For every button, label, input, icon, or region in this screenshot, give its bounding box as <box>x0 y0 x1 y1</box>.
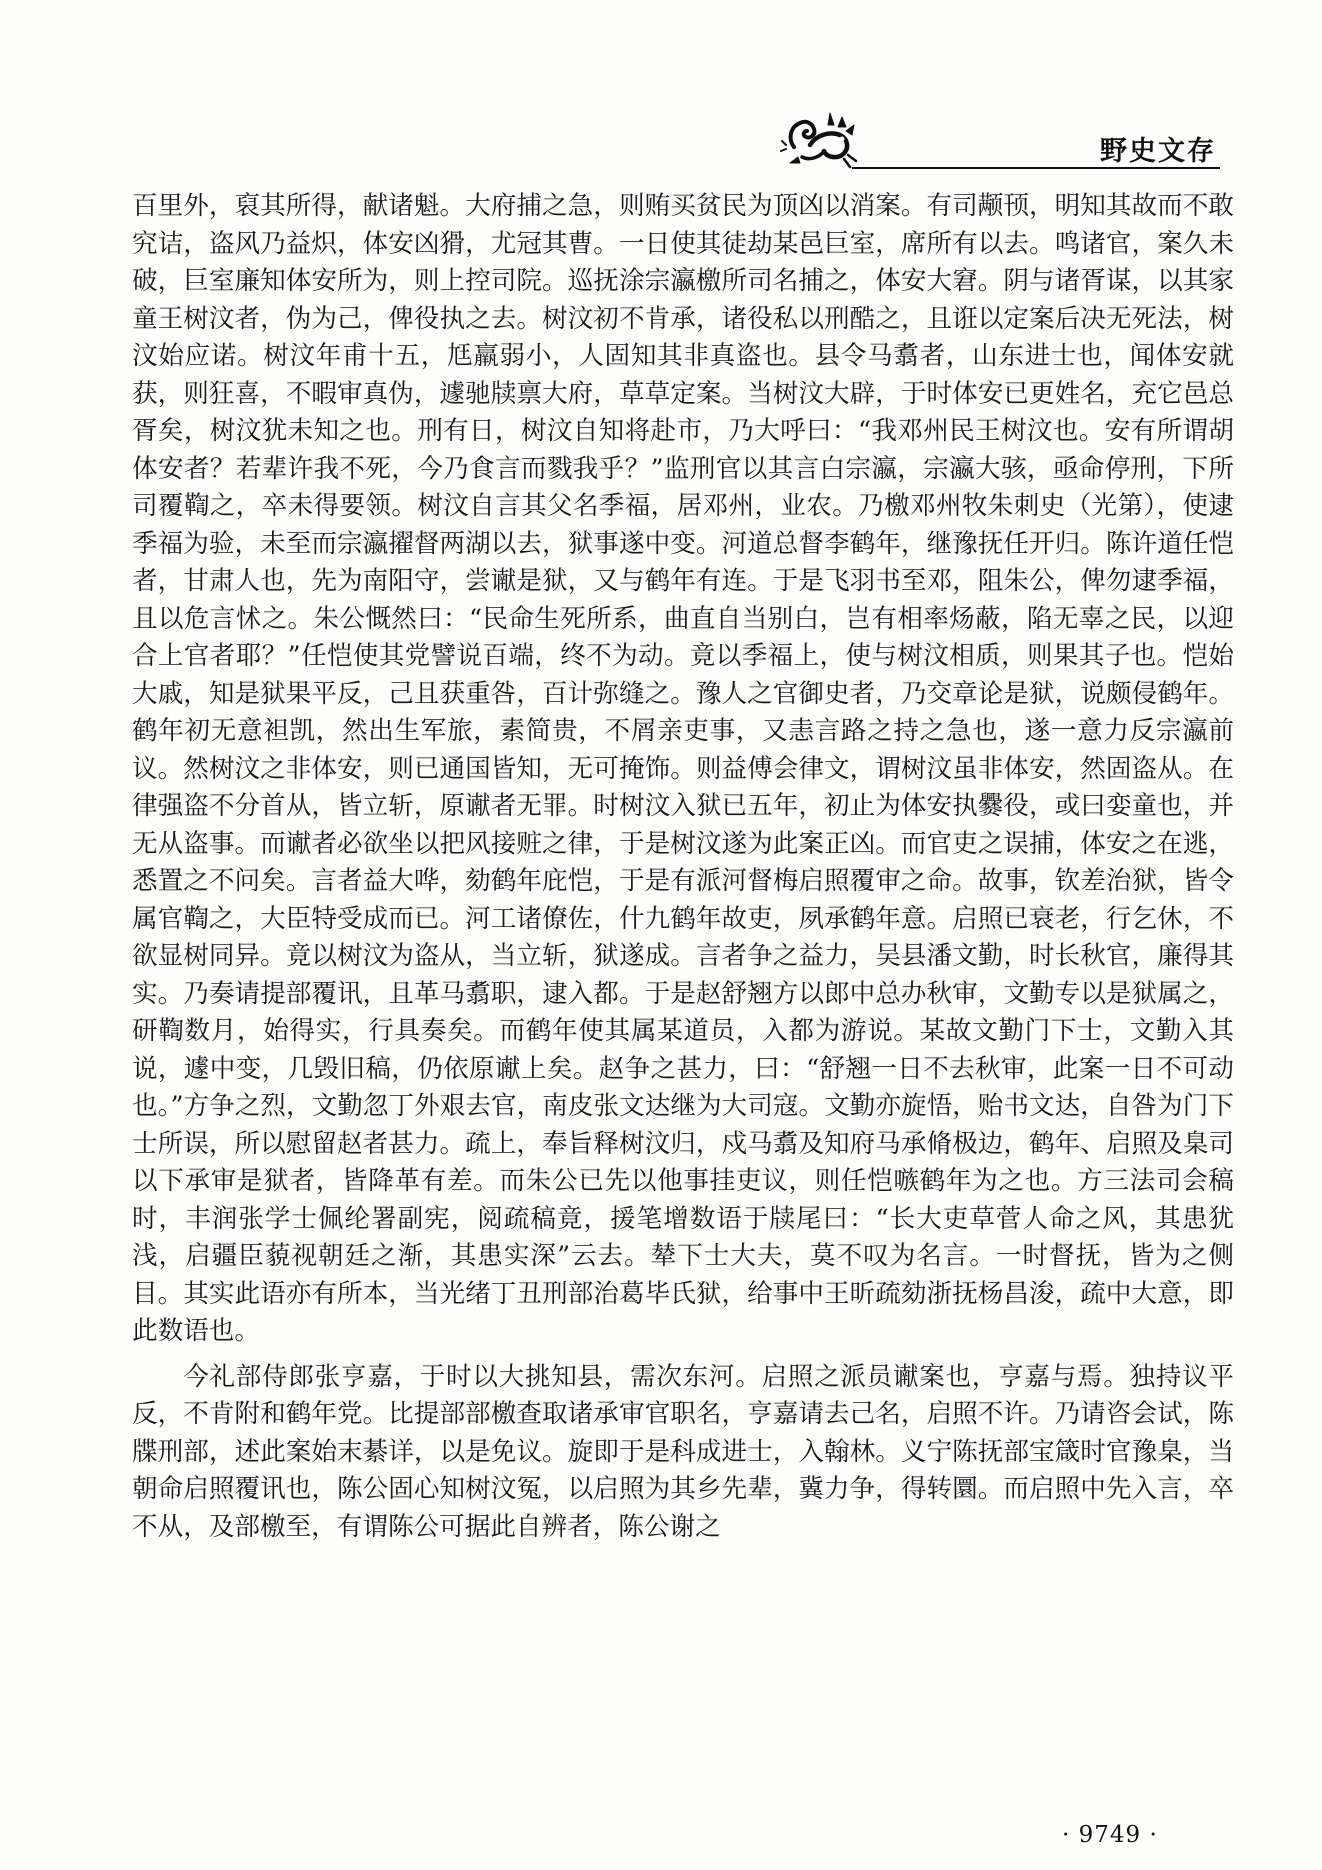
paragraph: 今礼部侍郎张亨嘉，于时以大挑知县，需次东河。启照之派员谳案也，亨嘉与焉。独持议平反，不肯附和鹤年党。比提部部檄查取诸承审官职名，亨嘉请去己名，启照不许。乃请咨会试，陈牒刑部，述此案始末綦详，以是免议。旋即于是科成进士，入翰林。义宁陈抚部宝箴时官豫臬，当朝命启照覆讯也，陈公固心知树汶冤，以启照为其乡先辈，冀力争，得转圜。而启照中先入言，卒不从，及部檄至，有谓陈公可据此自辨者，陈公谢之 <box>132 1361 1234 1542</box>
header-title: 野史文存 <box>1100 136 1216 167</box>
paragraph: 百里外，裒其所得，献诸魁。大府捕之急，则贿买贫民为顶凶以消案。有司颟顸，明知其故而不敢究诘，盗风乃益炽，体安凶猾，尤冠其曹。一日使其徒劫某邑巨室，席所有以去。鸣诸官，案久未破，巨室廉知体安所为，则上控司院。巡抚涂宗瀛檄所司名捕之，体安大窘。阴与诸胥谋，以其家童王树汶者，伪为己，俾役执之去。树汶初不肯承，诸役私以刑酷之，且诳以定案后决无死法，树汶始应诺。树汶年甫十五，尪羸弱小，人固知其非真盗也。县令马翥者，山东进士也，闻体安就获，则狂喜，不暇审真伪，遽驰牍禀大府，草草定案。当树汶大辟，于时体安已更姓名，充它邑总胥矣，树汶犹未知之也。刑有日，树汶自知将赴市，乃大呼曰：“我邓州民王树汶也。安有所谓胡体安者？若辈许我不死，今乃食言而戮我乎？”监刑官以其言白宗瀛，宗瀛大骇，亟命停刑，下所司覆鞫之，卒未得要领。树汶自言其父名季福，居邓州，业农。乃檄邓州牧朱刺史（光第），使逮季福为验，未至而宗瀛擢督两湖以去，狱事遂中变。河道总督李鹤年，继豫抚任开归。陈许道任恺者，甘肃人也，先为南阳守，尝谳是狱，又与鹤年有连。于是飞羽书至邓，阻朱公，俾勿逮季福，且以危言怵之。朱公慨然曰：“民命生死所系，曲直自当别白，岂有相率炀蔽，陷无辜之民，以迎合上官者耶？”任恺使其党譬说百端，终不为动。竟以季福上，使与树汶相质，则果其子也。恺始大戚，知是狱果平反，己且获重咎，百计弥缝之。豫人之官御史者，乃交章论是狱，说颇侵鹤年。鹤年初无意袒凯，然出生军旅，素简贵，不屑亲吏事，又恚言路之持之急也，遂一意力反宗瀛前议。然树汶之非体安，则已通国皆知，无可掩饰。则益傅会律文，谓树汶虽非体安，然固盗从。在律强盗不分首从，皆立斩，原谳者无罪。时树汶入狱已五年，初止为体安执爨役，或曰娈童也，并无从盗事。而谳者必欲坐以把风接赃之律，于是树汶遂为此案正凶。而官吏之误捕，体安之在逃，悉置之不问矣。言者益大哗，劾鹤年庇恺，于是有派河督梅启照覆审之命。故事，钦差治狱，皆令属官鞫之，大臣特受成而已。河工诸僚佐，什九鹤年故吏，夙承鹤年意。启照已衰老，行乞休，不欲显树同异。竟以树汶为盗从，当立斩，狱遂成。言者争之益力，吴县潘文勤，时长秋官，廉得其实。乃奏请提部覆讯，且革马翥职，逮入都。于是赵舒翘方以郎中总办秋审，文勤专以是狱属之，研鞫数月，始得实，行具奏矣。而鹤年使其属某道员，入都为游说。某故文勤门下士，文勤入其说，遽中变，几毁旧稿，仍依原谳上矣。赵争之甚力，曰：“舒翘一日不去秋审，此案一日不可动也。”方争之烈，文勤忽丁外艰去官，南皮张文达继为大司寇。文勤亦旋悟，贻书文达，自咎为门下士所误，所以慰留赵者甚力。疏上，奉旨释树汶归，戍马翥及知府马承脩极边，鹤年、启照及臬司以下承审是狱者，皆降革有差。而朱公已先以他事挂吏议，则任恺嗾鹤年为之也。方三法司会稿时，丰润张学士佩纶署副宪，阅疏稿竟，援笔增数语于牍尾曰：“长大吏草菅人命之风，其患犹浅，启疆臣藐视朝廷之渐，其患实深”云去。辇下士大夫，莫不叹为名言。一时督抚，皆为之侧目。其实此语亦有所本，当光绪丁丑刑部治葛毕氏狱，给事中王昕疏劾浙抚杨昌浚，疏中大意，即此数语也。 <box>132 191 1234 1346</box>
page-header <box>780 105 1220 175</box>
page-number: · 9749 · <box>1062 1822 1158 1848</box>
dragon-emblem-icon <box>780 105 860 169</box>
body-text <box>132 188 1234 1546</box>
header-rule <box>852 167 1220 169</box>
